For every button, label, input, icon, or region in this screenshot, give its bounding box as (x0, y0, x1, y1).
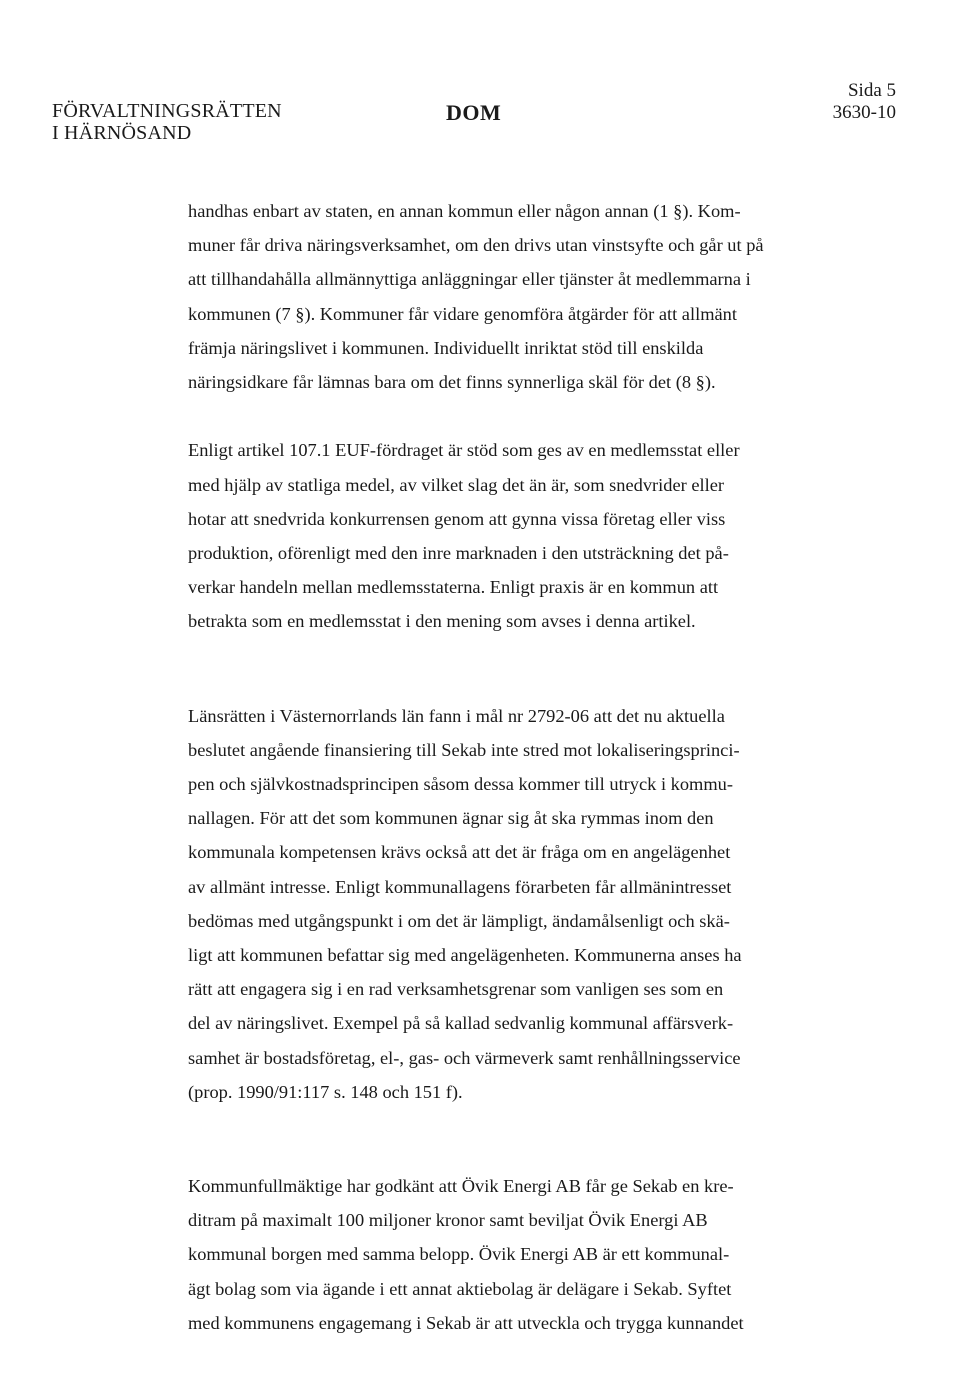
page-number: Sida 5 (847, 80, 896, 101)
text-line: ligt att kommunen befattar sig med angelägenheten. Kommunerna anses ha (188, 945, 742, 966)
text-line: rätt att engagera sig i en rad verksamhetsgrenar som vanligen ses som en (188, 979, 724, 1000)
paragraph (188, 699, 828, 1109)
text-line: del av näringslivet. Exempel på så kallad sedvanlig kommunal affärsverk- (188, 1013, 734, 1034)
text-line: ditram på maximalt 100 miljoner kronor samt beviljat Övik Energi AB (188, 1210, 708, 1231)
court-name-line-1: FÖRVALTNINGSRÄTTEN (52, 100, 282, 122)
document-header (0, 0, 960, 170)
text-line: Enligt artikel 107.1 EUF-fördraget är stöd som ges av en medlemsstat eller (188, 440, 740, 461)
text-line: handhas enbart av staten, en annan kommun eller någon annan (1 §). Kom- (188, 201, 741, 221)
paragraph (188, 194, 828, 399)
text-line: pen och självkostnadsprincipen såsom dessa kommer till utryck i kommu- (188, 774, 733, 795)
text-line: kommunal borgen med samma belopp. Övik Energi AB är ett kommunal- (188, 1244, 730, 1265)
text-line: näringsidkare får lämnas bara om det finns synnerliga skäl för det (8 §). (188, 372, 716, 393)
paragraph (188, 433, 828, 638)
text-line: samhet är bostadsföretag, el-, gas- och värmeverk samt renhållningsservice (188, 1047, 741, 1068)
text-line: produktion, oförenligt med den inre marknaden i den utsträckning det på- (188, 543, 729, 564)
text-line: med kommunens engagemang i Sekab är att utveckla och trygga kunnandet (188, 1312, 744, 1333)
page-meta (833, 80, 896, 124)
text-line: främja näringslivet i kommunen. Individuellt inriktat stöd till enskilda (188, 337, 704, 358)
document-body (188, 194, 828, 1374)
text-line: hotar att snedvrida konkurrensen genom att gynna vissa företag eller viss (188, 508, 726, 529)
text-line: Länsrätten i Västernorrlands län fann i mål nr 2792-06 att det nu aktuella (188, 705, 725, 726)
text-line: muner får driva näringsverksamhet, om den drivs utan vinstsyfte och går ut på (188, 235, 764, 256)
paragraph (188, 1169, 828, 1340)
text-line: betrakta som en medlemsstat i den mening som avses i denna artikel. (188, 611, 696, 632)
text-line: med hjälp av statliga medel, av vilket slag det än är, som snedvrider eller (188, 474, 724, 495)
document-type: DOM (446, 100, 502, 125)
court-name-line-2: I HÄRNÖSAND (52, 122, 192, 144)
text-line: av allmänt intresse. Enligt kommunallagens förarbeten får allmänintresset (188, 876, 732, 897)
court-name (52, 100, 282, 144)
text-line: nallagen. För att det som kommunen ägnar sig åt ska rymmas inom den (188, 808, 714, 829)
text-line: Kommunfullmäktige har godkänt att Övik Energi AB får ge Sekab en kre- (188, 1176, 734, 1197)
text-line: (prop. 1990/91:117 s. 148 och 151 f). (188, 1081, 463, 1102)
text-line: kommunen (7 §). Kommuner får vidare genomföra åtgärder för att allmänt (188, 303, 737, 324)
case-number: 3630-10 (832, 102, 896, 123)
text-line: bedömas med utgångspunkt i om det är lämpligt, ändamålsenligt och skä- (188, 910, 730, 931)
text-line: verkar handeln mellan medlemsstaterna. Enligt praxis är en kommun att (188, 577, 719, 598)
text-line: kommunala kompetensen krävs också att det är fråga om en angelägenhet (188, 842, 731, 863)
text-line: ägt bolag som via ägande i ett annat aktiebolag är delägare i Sekab. Syftet (188, 1278, 732, 1299)
text-line: att tillhandahålla allmännyttiga anläggningar eller tjänster åt medlemmarna i (188, 269, 751, 290)
text-line: beslutet angående finansiering till Sekab inte stred mot lokaliseringsprinci- (188, 739, 740, 760)
